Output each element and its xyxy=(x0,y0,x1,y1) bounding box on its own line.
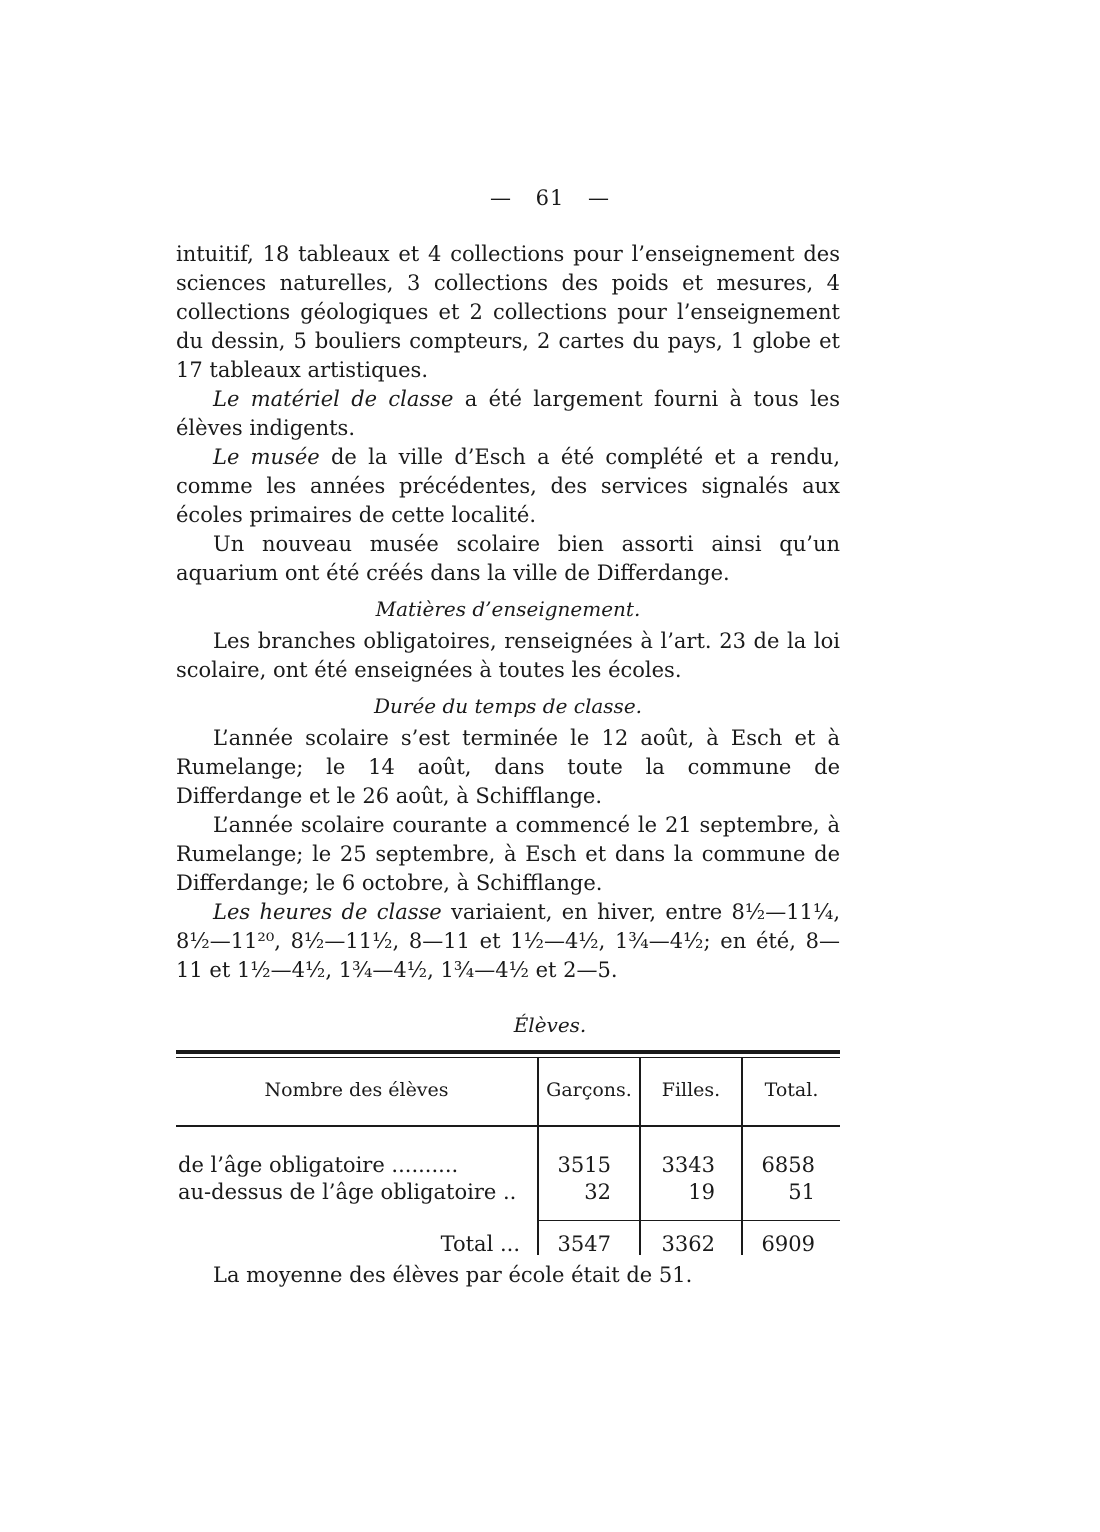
paragraph-1: intuitif, 18 tableaux et 4 collections pour l’enseignement des sciences naturelles, 3 collections des poids et mesures, 4 collections géologiques et 2 collections pour l’enseignement du dessin, 5 bouliers compteurs, 2 cartes du pays, 1 globe et 17 tableaux artistiques. xyxy=(176,242,840,382)
table-sum-rule xyxy=(539,1220,840,1221)
header-label: Nombre des élèves xyxy=(264,1079,449,1101)
paragraph-8-text: variaient, en hiver, entre 8½—11¼, 8½—11²⁰, 8½—11½, 8—11 et 1½—4½, 1¾—4½; en été, 8—11 et 1½—4½, 1¾—4½, 1¾—4½ et 2—5. xyxy=(176,900,840,982)
paragraph-2-emphasis: Le matériel de classe xyxy=(213,387,454,411)
row-obligatory-total: 6858 xyxy=(761,1153,815,1177)
body-text xyxy=(176,240,840,985)
row-label-total: Total ... xyxy=(440,1232,520,1256)
dash-left: — xyxy=(489,186,512,210)
paragraph-3-text: de la ville d’Esch a été complété et a rendu, comme les années précédentes, des services signalés aux écoles primaires de cette localité. xyxy=(176,445,841,527)
section-heading-duree: Durée du temps de classe. xyxy=(373,694,643,718)
header-girls: Filles. xyxy=(661,1079,721,1101)
closing-sentence: La moyenne des élèves par école était de 51. xyxy=(213,1263,693,1287)
paragraph-3 xyxy=(176,443,840,530)
paragraph-8-emphasis: Les heures de classe xyxy=(213,900,442,924)
paragraph-5: Les branches obligatoires, renseignées à l’art. 23 de la loi scolaire, ont été enseignées à toutes les écoles. xyxy=(176,629,840,682)
table-title: Élèves. xyxy=(513,1013,587,1037)
paragraph-3-emphasis: Le musée xyxy=(213,445,320,469)
paragraph-7: L’année scolaire courante a commencé le 21 septembre, à Rumelange; le 25 septembre, à Esch et dans la commune de Differdange; le 6 octobre, à Schifflange. xyxy=(176,813,840,895)
table-top-rule xyxy=(176,1050,840,1054)
paragraph-4: Un nouveau musée scolaire bien assorti ainsi qu’un aquarium ont été créés dans la ville de Differdange. xyxy=(176,532,840,585)
header-total: Total. xyxy=(764,1079,819,1101)
paragraph-6: L’année scolaire s’est terminée le 12 août, à Esch et à Rumelange; le 14 août, dans toute la commune de Differdange et le 26 août, à Schifflange. xyxy=(176,726,840,808)
row-label-obligatory: de l’âge obligatoire .......... xyxy=(178,1153,459,1177)
row-above-boys: 32 xyxy=(584,1180,611,1204)
row-obligatory-boys: 3515 xyxy=(557,1153,611,1177)
total-girls: 3362 xyxy=(661,1232,715,1256)
page-number-value: 61 xyxy=(535,186,565,210)
total-boys: 3547 xyxy=(557,1232,611,1256)
row-above-girls: 19 xyxy=(688,1180,715,1204)
row-obligatory-girls: 3343 xyxy=(661,1153,715,1177)
row-above-total: 51 xyxy=(788,1180,815,1204)
students-table xyxy=(176,1050,840,1260)
page-number xyxy=(0,186,1100,210)
header-boys: Garçons. xyxy=(546,1079,632,1101)
section-heading-matieres: Matières d’enseignement. xyxy=(375,597,641,621)
paragraph-8 xyxy=(176,898,840,985)
row-label-above: au-dessus de l’âge obligatoire .. xyxy=(178,1180,517,1204)
paragraph-2 xyxy=(176,385,840,443)
total-total: 6909 xyxy=(761,1232,815,1256)
paragraph-2-text: a été largement fourni à tous les élèves indigents. xyxy=(176,387,840,440)
dash-right: — xyxy=(588,186,611,210)
